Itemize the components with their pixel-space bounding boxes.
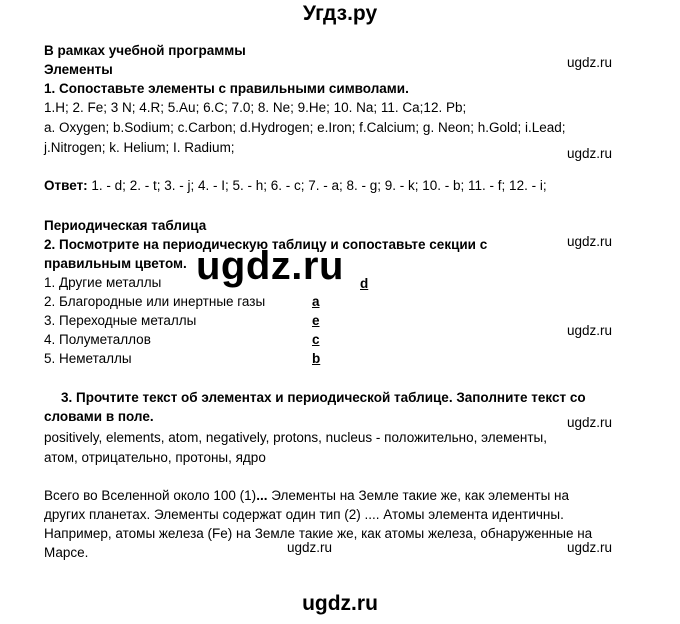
task2-item-label: 2. Благородные или инертные газы bbox=[44, 294, 266, 309]
task3-paragraph-line2: других планетах. Элементы содержат один тип (2) .... Атомы элемента идентичны. bbox=[44, 507, 564, 522]
task2-item-answer: d bbox=[360, 276, 369, 291]
watermark: ugdz.ru bbox=[567, 323, 613, 338]
task3-words-line2: атом, отрицательно, протоны, ядро bbox=[44, 450, 266, 465]
task1-names-line2: j.Nitrogen; k. Helium; I. Radium; bbox=[44, 140, 235, 155]
task3-title-line2: словами в поле. bbox=[44, 409, 154, 424]
task2-item-answer: b bbox=[312, 351, 321, 366]
task1-names-line1: a. Oxygen; b.Sodium; c.Carbon; d.Hydrogen; e.Iron; f.Calcium; g. Neon; h.Gold; i.Lead; bbox=[44, 120, 566, 135]
task2-item-answer: c bbox=[312, 332, 320, 347]
task1-title: 1. Сопоставьте элементы с правильными символами. bbox=[44, 81, 409, 96]
task2-item-label: 5. Неметаллы bbox=[44, 351, 132, 366]
answer-label: Ответ: bbox=[44, 178, 88, 193]
section-heading-curriculum: В рамках учебной программы bbox=[44, 43, 246, 58]
section-heading-periodic-table: Периодическая таблица bbox=[44, 218, 207, 233]
task2-item-label: 3. Переходные металлы bbox=[44, 313, 197, 328]
footer-watermark: ugdz.ru bbox=[302, 592, 378, 615]
task3-paragraph-line4: Марсе. bbox=[44, 545, 89, 560]
watermark: ugdz.ru bbox=[567, 55, 613, 70]
site-title: Угдз.ру bbox=[302, 2, 378, 25]
watermark: ugdz.ru bbox=[567, 540, 613, 555]
big-watermark: ugdz.ru bbox=[196, 244, 344, 288]
task2-item-answer: a bbox=[312, 294, 320, 309]
watermark: ugdz.ru bbox=[567, 415, 613, 430]
task2-item-label: 4. Полуметаллов bbox=[44, 332, 151, 347]
task2-item-label: 1. Другие металлы bbox=[44, 275, 162, 290]
task3-paragraph-line3: Например, атомы железа (Fe) на Земле такие же, как атомы железа, обнаруженные на bbox=[44, 526, 593, 541]
section-heading-elements: Элементы bbox=[44, 62, 113, 77]
task3-words-line1: positively, elements, atom, negatively, protons, nucleus - положительно, элементы, bbox=[44, 430, 547, 445]
task1-symbols: 1.H; 2. Fe; 3 N; 4.R; 5.Au; 6.C; 7.0; 8. Ne; 9.He; 10. Na; 11. Ca;12. Pb; bbox=[44, 100, 467, 115]
paragraph-text: Всего во Вселенной около 100 (1) bbox=[44, 488, 257, 503]
task2-title-line2: правильным цветом. bbox=[44, 256, 187, 271]
watermark: ugdz.ru bbox=[567, 234, 613, 249]
watermark: ugdz.ru bbox=[287, 540, 333, 555]
watermark: ugdz.ru bbox=[567, 146, 613, 161]
task2-title-line1: 2. Посмотрите на периодическую таблицу и сопоставьте секции с bbox=[44, 237, 488, 252]
task3-paragraph-line1 bbox=[44, 486, 569, 505]
paragraph-text: Элементы на Земле такие же, как элементы на bbox=[267, 488, 569, 503]
task1-answer bbox=[44, 176, 547, 195]
answer-text: 1. - d; 2. - t; 3. - j; 4. - I; 5. - h; 6. - c; 7. - a; 8. - g; 9. - k; 10. - b; 11. - f; 12. - i; bbox=[87, 178, 547, 193]
paragraph-ellipsis: ... bbox=[256, 488, 268, 503]
task3-title-line1: 3. Прочтите текст об элементах и периодической таблице. Заполните текст со bbox=[61, 390, 586, 405]
task2-item-answer: e bbox=[312, 313, 320, 328]
